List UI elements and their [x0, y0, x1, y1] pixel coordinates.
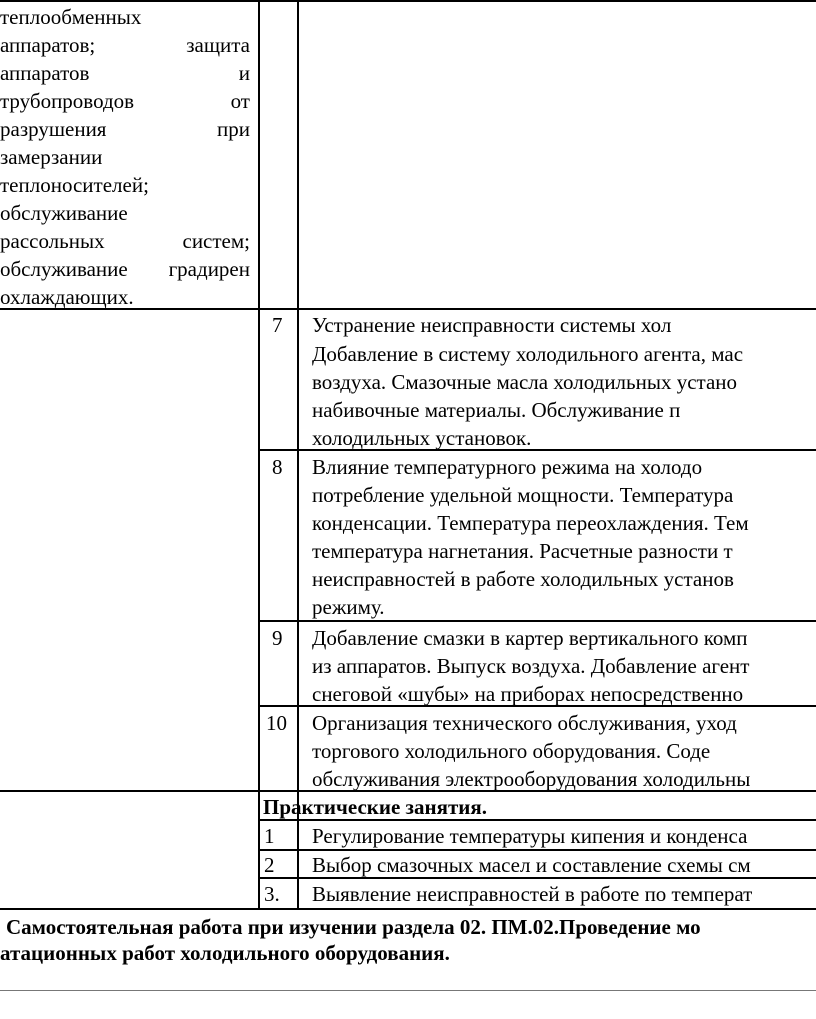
row-line: снеговой «шубы» на приборах непосредственно	[312, 682, 744, 706]
row-line: торгового холодильного оборудования. Соде	[312, 739, 711, 763]
row-number: 9	[272, 626, 283, 650]
left-cell-line: аппаратов и	[0, 61, 250, 85]
table-row-divider	[0, 0, 816, 2]
row-number: 10	[266, 711, 287, 735]
practice-heading: Практические занятия.	[263, 795, 487, 819]
left-cell-line: охлаждающих.	[0, 285, 134, 309]
practice-row-number: 2	[264, 853, 275, 877]
left-cell-line: рассольных систем;	[0, 229, 250, 253]
table-row-divider	[258, 620, 816, 622]
left-cell-line: теплоносителей;	[0, 173, 149, 197]
page-footer-rule	[0, 990, 816, 991]
row-number: 7	[272, 313, 283, 337]
row-line: неисправностей в работе холодильных установ	[312, 567, 734, 591]
row-line: Организация технического обслуживания, уход	[312, 711, 737, 735]
row-line: потребление удельной мощности. Температура	[312, 483, 734, 507]
row-line: воздуха. Смазочные масла холодильных устано	[312, 370, 738, 394]
row-line: из аппаратов. Выпуск воздуха. Добавление агент	[312, 654, 750, 678]
practice-row-text: Выявление неисправностей в работе по температ	[312, 882, 753, 906]
row-line: холодильных установок.	[312, 426, 532, 450]
row-line: Добавление смазки в картер вертикального комп	[312, 626, 748, 650]
row-line: Устранение неисправности системы хол	[312, 313, 672, 337]
row-line: набивочные материалы. Обслуживание п	[312, 398, 681, 422]
table-row-divider	[258, 877, 816, 879]
row-line: обслуживания электрооборудования холодильны	[312, 767, 751, 791]
left-cell-line: аппаратов; защита	[0, 33, 250, 57]
row-number: 8	[272, 455, 283, 479]
left-cell-line: разрушения при	[0, 117, 250, 141]
practice-row-number: 3.	[264, 882, 280, 906]
section-footer-line: атационных работ холодильного оборудования.	[0, 941, 450, 965]
table-border-num-col	[297, 0, 299, 910]
table-bottom-border	[0, 908, 816, 910]
left-cell-line: обслуживание градирен	[0, 257, 250, 281]
row-line: режиму.	[312, 595, 385, 619]
table-row-divider	[258, 849, 816, 851]
practice-row-number: 1	[264, 824, 275, 848]
table-row-divider	[258, 819, 816, 821]
left-cell-line: замерзании	[0, 145, 103, 169]
left-cell-line: трубопроводов от	[0, 89, 250, 113]
left-cell-line: теплообменных	[0, 5, 142, 29]
left-cell-line: обслуживание	[0, 201, 128, 225]
row-line: конденсации. Температура переохлаждения. Тем	[312, 511, 749, 535]
row-line: температура нагнетания. Расчетные разности т	[312, 539, 733, 563]
practice-row-text: Выбор смазочных масел и составление схемы см	[312, 853, 751, 877]
row-line: Добавление в систему холодильного агента, мас	[312, 342, 744, 366]
table-border-left-col	[258, 0, 260, 910]
section-footer-line: Самостоятельная работа при изучении раздела 02. ПМ.02.Проведение мо	[6, 915, 701, 939]
practice-row-text: Регулирование температуры кипения и конденса	[312, 824, 748, 848]
row-line: Влияние температурного режима на холодо	[312, 455, 703, 479]
